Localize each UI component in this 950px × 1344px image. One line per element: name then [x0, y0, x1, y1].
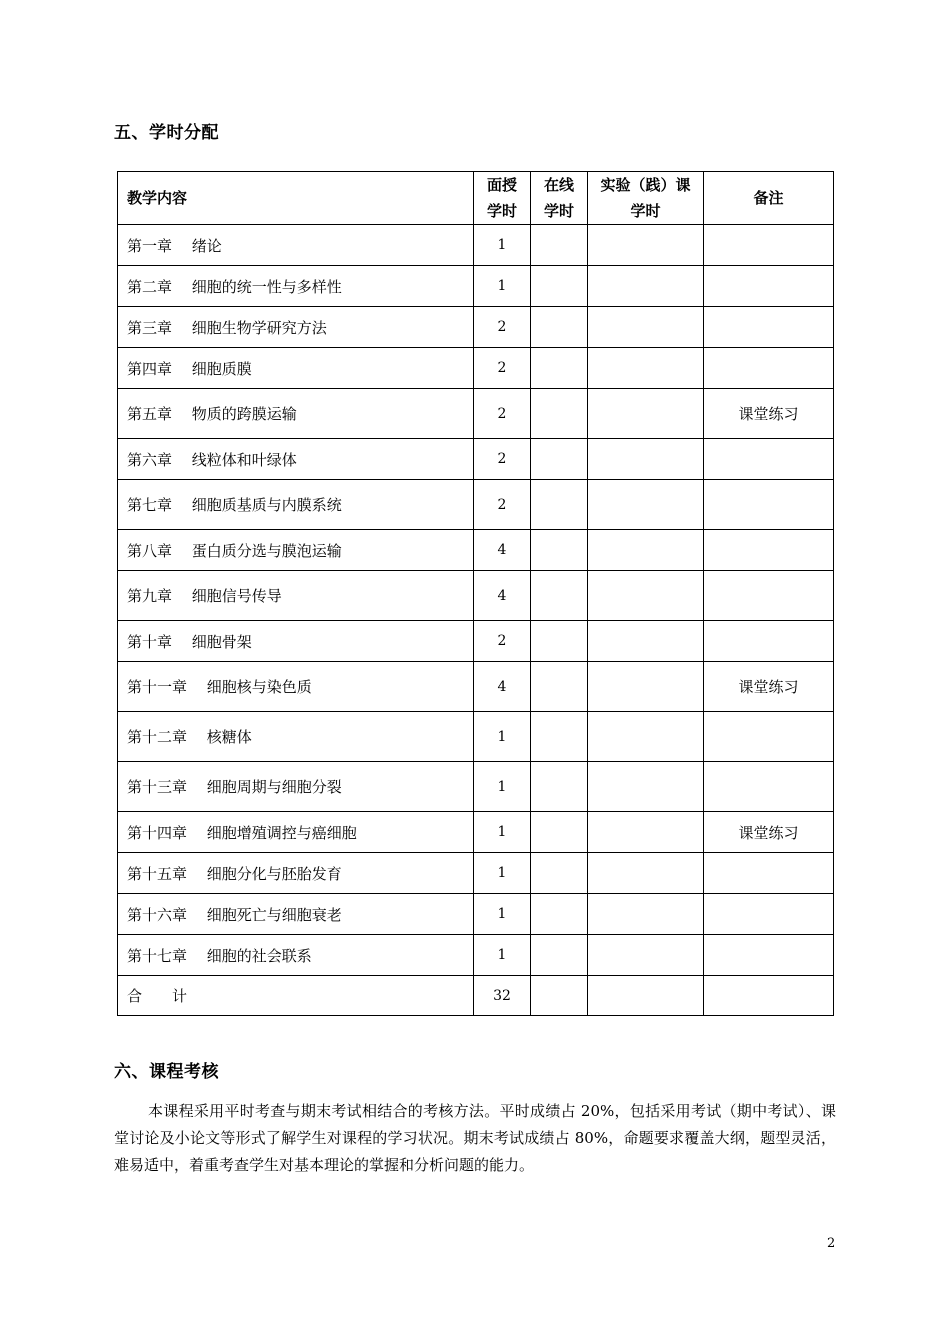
hours-cell: 4 — [474, 571, 531, 621]
hours-cell: 2 — [474, 307, 531, 348]
hours-table — [117, 171, 834, 1016]
hours-cell: 2 — [474, 389, 531, 439]
hours-cell: 1 — [474, 712, 531, 762]
chapter-cell: 第四章 细胞质膜 — [118, 348, 474, 389]
hours-cell: 1 — [474, 225, 531, 266]
online-cell — [531, 762, 588, 812]
chapter-cell: 第十四章 细胞增殖调控与癌细胞 — [118, 812, 474, 853]
chapter-cell: 第十三章 细胞周期与细胞分裂 — [118, 762, 474, 812]
chapter-cell: 第一章 绪论 — [118, 225, 474, 266]
lab-cell — [588, 439, 704, 480]
online-cell — [531, 530, 588, 571]
note-cell — [704, 530, 834, 571]
chapter-cell: 第十五章 细胞分化与胚胎发育 — [118, 853, 474, 894]
table-row — [118, 225, 834, 266]
table-row — [118, 894, 834, 935]
hours-cell: 2 — [474, 621, 531, 662]
note-cell — [704, 266, 834, 307]
chapter-cell: 第二章 细胞的统一性与多样性 — [118, 266, 474, 307]
lab-cell — [588, 480, 704, 530]
lab-cell — [588, 894, 704, 935]
chapter-cell: 第九章 细胞信号传导 — [118, 571, 474, 621]
header-note: 备注 — [704, 172, 834, 225]
note-cell — [704, 571, 834, 621]
chapter-cell: 第十二章 核糖体 — [118, 712, 474, 762]
hours-cell: 2 — [474, 348, 531, 389]
online-cell — [531, 812, 588, 853]
online-cell — [531, 480, 588, 530]
section-heading-hours: 五、学时分配 — [114, 123, 219, 143]
lab-cell — [588, 712, 704, 762]
online-cell — [531, 266, 588, 307]
online-cell — [531, 662, 588, 712]
header-lab-line1: 实验（践）课 — [600, 176, 691, 194]
note-cell — [704, 712, 834, 762]
hours-cell: 1 — [474, 853, 531, 894]
online-cell — [531, 571, 588, 621]
note-cell — [704, 621, 834, 662]
table-row — [118, 571, 834, 621]
online-cell — [531, 712, 588, 762]
hours-cell: 1 — [474, 762, 531, 812]
page-number: 2 — [827, 1236, 836, 1251]
lab-cell — [588, 530, 704, 571]
table-row — [118, 530, 834, 571]
table-row — [118, 480, 834, 530]
note-cell: 课堂练习 — [704, 662, 834, 712]
online-cell — [531, 225, 588, 266]
table-total-row — [118, 976, 834, 1016]
note-cell — [704, 348, 834, 389]
online-cell — [531, 935, 588, 976]
header-face-line1: 面授 — [486, 176, 517, 194]
note-cell — [704, 894, 834, 935]
hours-cell: 1 — [474, 266, 531, 307]
assessment-paragraph: 本课程采用平时考查与期末考试相结合的考核方法。平时成绩占 20%，包括采用考试（期中考试）、课堂讨论及小论文等形式了解学生对课程的学习状况。期末考试成绩占 80%，命题要求覆盖大纲，题型灵活，难易适中，着重考查学生对基本理论的掌握和分析问题的能力。 — [114, 1102, 836, 1174]
table-row — [118, 348, 834, 389]
table-row — [118, 621, 834, 662]
header-face-line2: 学时 — [486, 202, 517, 220]
header-content: 教学内容 — [118, 172, 474, 225]
chapter-cell: 第七章 细胞质基质与内膜系统 — [118, 480, 474, 530]
table-row — [118, 812, 834, 853]
table-row — [118, 439, 834, 480]
table-row — [118, 662, 834, 712]
lab-cell — [588, 266, 704, 307]
chapter-cell: 第八章 蛋白质分选与膜泡运输 — [118, 530, 474, 571]
table-row — [118, 935, 834, 976]
online-cell — [531, 853, 588, 894]
hours-cell: 4 — [474, 662, 531, 712]
table-row — [118, 762, 834, 812]
table-row — [118, 389, 834, 439]
total-label: 合 计 — [118, 976, 474, 1016]
header-face-hours — [474, 172, 531, 225]
online-cell — [531, 621, 588, 662]
table-row — [118, 853, 834, 894]
note-cell — [704, 762, 834, 812]
chapter-cell: 第十一章 细胞核与染色质 — [118, 662, 474, 712]
header-lab-line2: 学时 — [630, 202, 661, 220]
hours-cell: 1 — [474, 935, 531, 976]
note-cell — [704, 307, 834, 348]
lab-cell — [588, 571, 704, 621]
lab-cell — [588, 621, 704, 662]
chapter-cell: 第十章 细胞骨架 — [118, 621, 474, 662]
header-online-hours — [531, 172, 588, 225]
hours-cell: 4 — [474, 530, 531, 571]
online-cell — [531, 389, 588, 439]
note-cell: 课堂练习 — [704, 389, 834, 439]
hours-cell: 2 — [474, 480, 531, 530]
note-cell — [704, 976, 834, 1016]
total-hours: 32 — [474, 976, 531, 1016]
lab-cell — [588, 935, 704, 976]
lab-cell — [588, 225, 704, 266]
table-row — [118, 307, 834, 348]
note-cell — [704, 225, 834, 266]
chapter-cell: 第十六章 细胞死亡与细胞衰老 — [118, 894, 474, 935]
header-online-line2: 学时 — [543, 202, 574, 220]
lab-cell — [588, 812, 704, 853]
hours-cell: 1 — [474, 812, 531, 853]
lab-cell — [588, 762, 704, 812]
online-cell — [531, 307, 588, 348]
lab-cell — [588, 348, 704, 389]
chapter-cell: 第六章 线粒体和叶绿体 — [118, 439, 474, 480]
note-cell — [704, 480, 834, 530]
header-online-line1: 在线 — [543, 176, 574, 194]
online-cell — [531, 439, 588, 480]
lab-cell — [588, 662, 704, 712]
note-cell — [704, 935, 834, 976]
header-lab-hours — [588, 172, 704, 225]
lab-cell — [588, 389, 704, 439]
online-cell — [531, 348, 588, 389]
chapter-cell: 第三章 细胞生物学研究方法 — [118, 307, 474, 348]
chapter-cell: 第五章 物质的跨膜运输 — [118, 389, 474, 439]
lab-cell — [588, 307, 704, 348]
lab-cell — [588, 853, 704, 894]
table-header-row — [118, 172, 834, 225]
table-row — [118, 266, 834, 307]
hours-cell: 2 — [474, 439, 531, 480]
hours-cell: 1 — [474, 894, 531, 935]
chapter-cell: 第十七章 细胞的社会联系 — [118, 935, 474, 976]
online-cell — [531, 976, 588, 1016]
section-heading-assessment: 六、课程考核 — [114, 1062, 219, 1082]
online-cell — [531, 894, 588, 935]
note-cell: 课堂练习 — [704, 812, 834, 853]
table-row — [118, 712, 834, 762]
lab-cell — [588, 976, 704, 1016]
note-cell — [704, 853, 834, 894]
note-cell — [704, 439, 834, 480]
